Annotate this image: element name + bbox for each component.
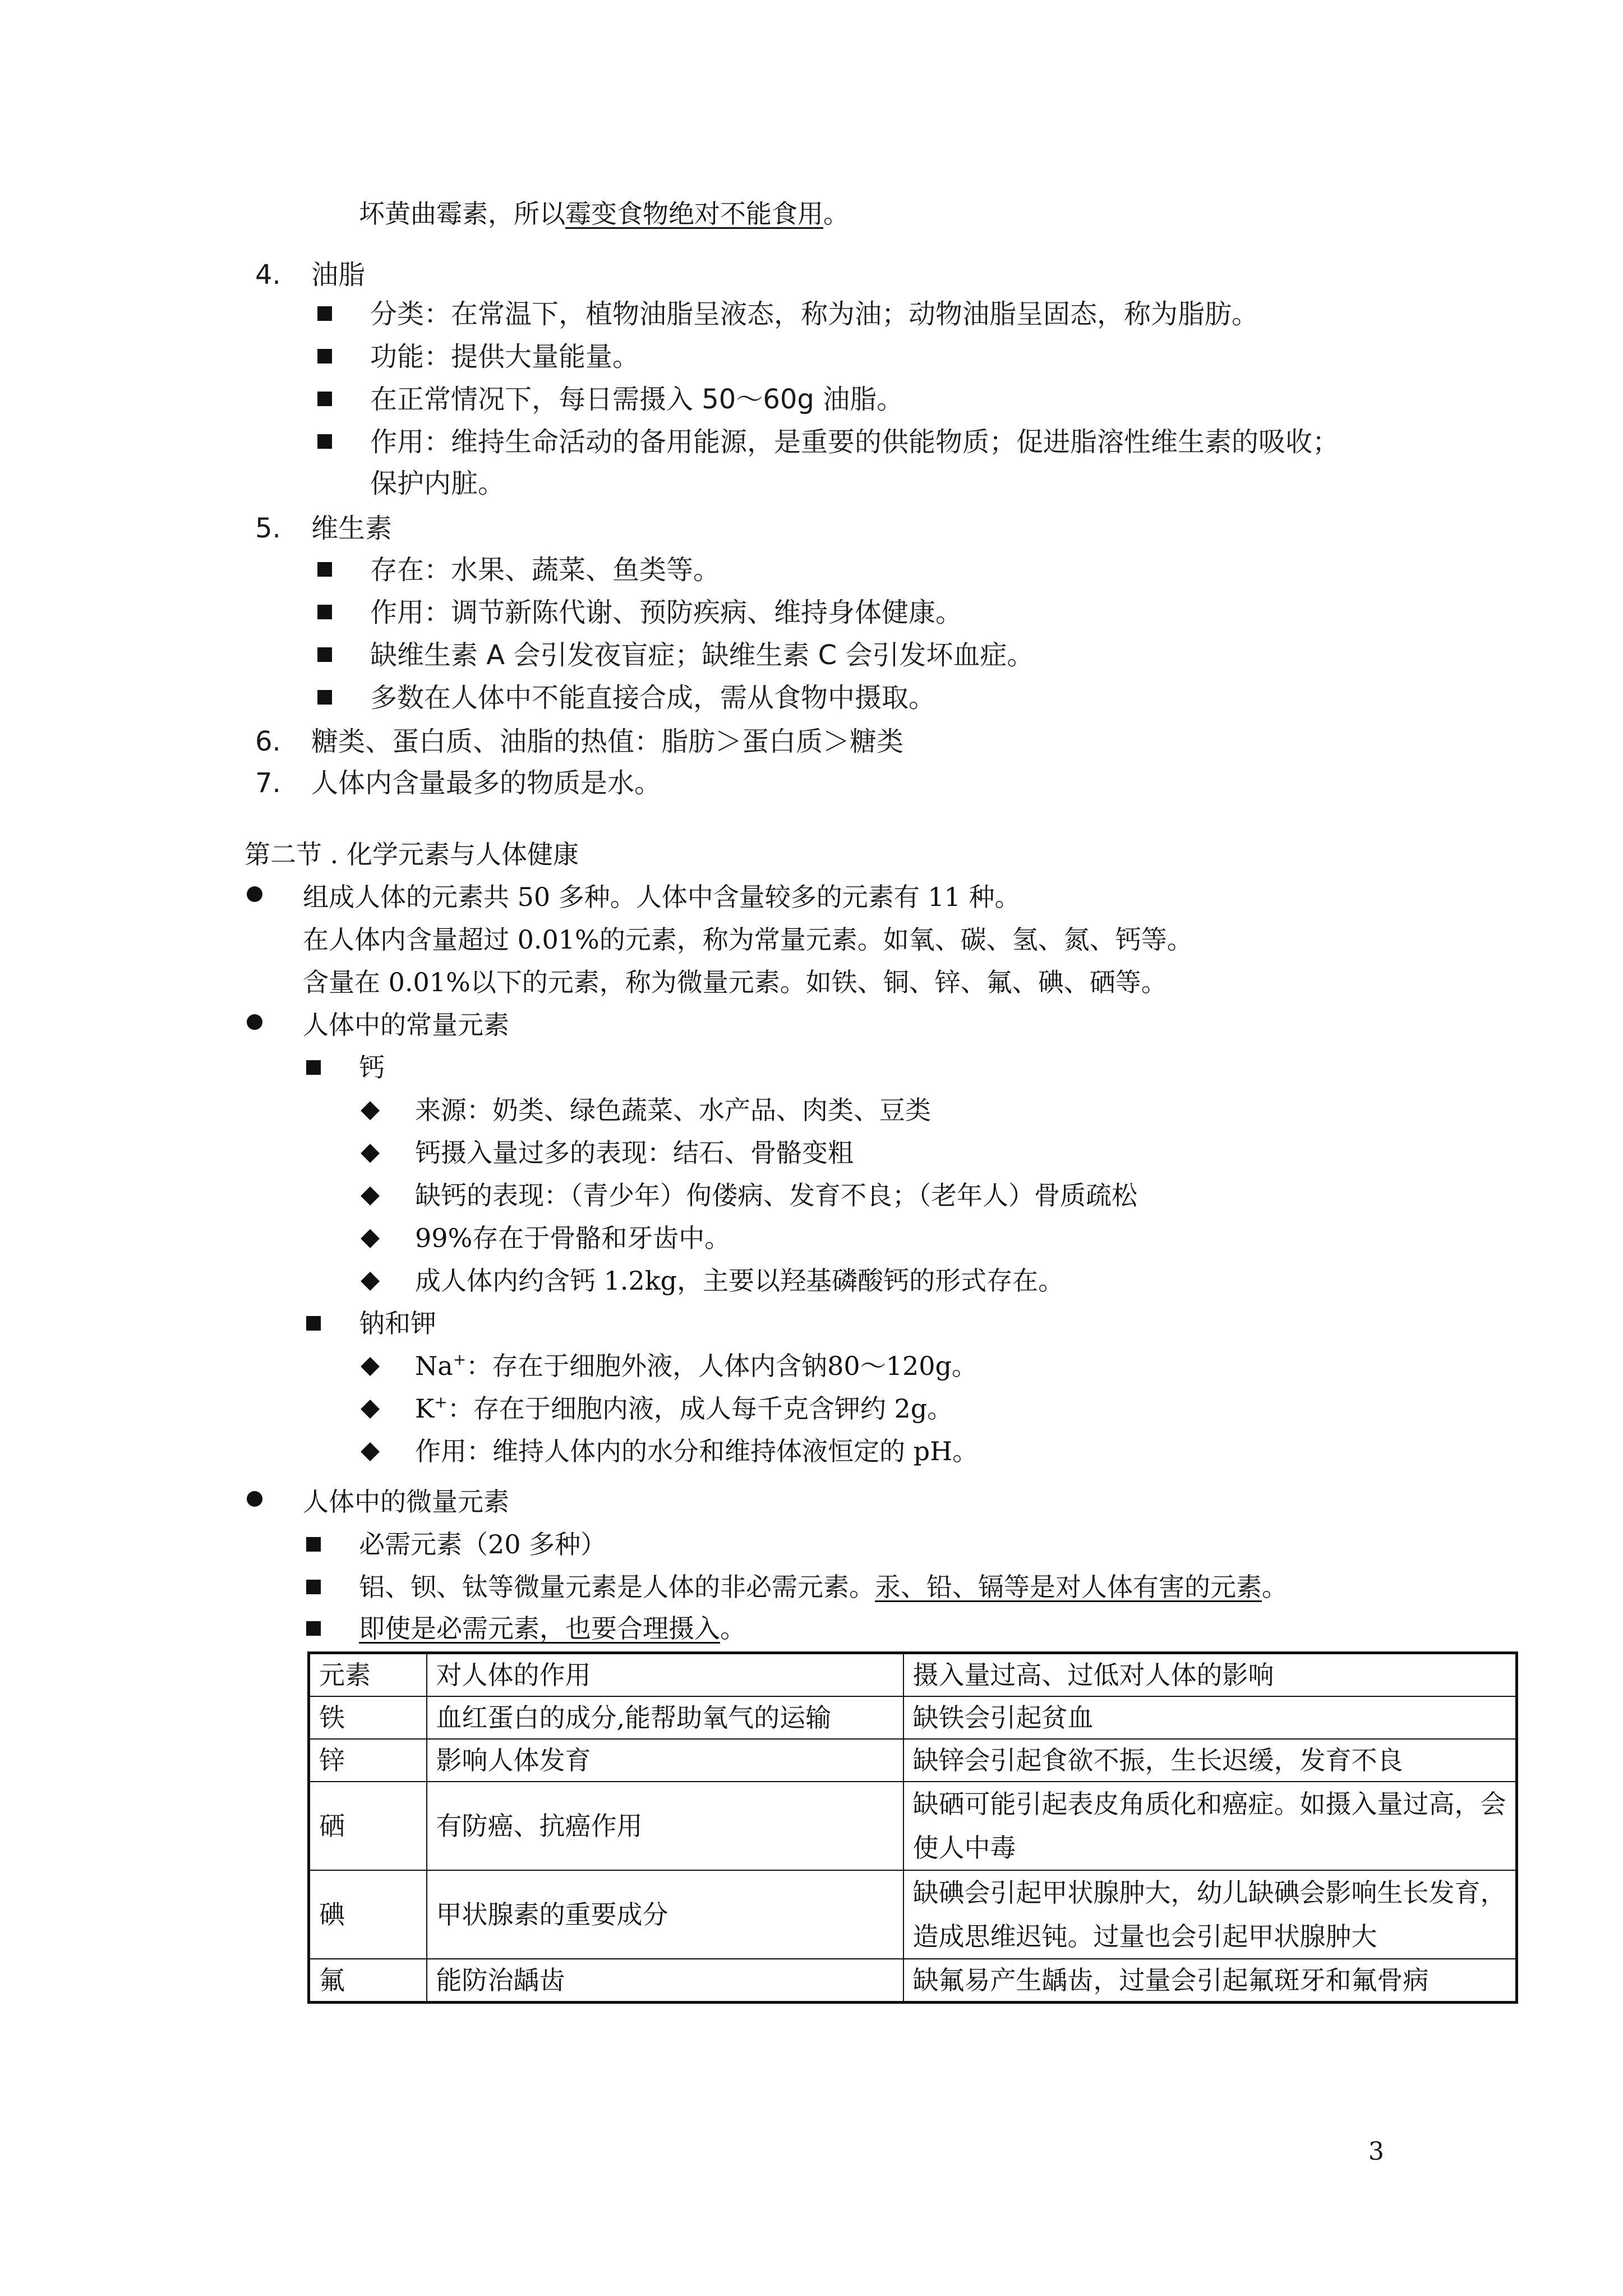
item7-text: 人体内含量最多的物质是水。 <box>311 767 662 799</box>
sodium-symbol: Na <box>415 1351 453 1381</box>
moldy-food-warning: 霉变食物绝对不能食用 <box>565 199 823 229</box>
diamond-bullet-icon <box>363 1274 377 1290</box>
header-element: 元素 <box>309 1653 427 1697</box>
square-bullet-icon <box>317 434 332 450</box>
table-row <box>309 1696 1517 1739</box>
vitamins-item-source: 存在：水果、蔬菜、鱼类等。 <box>370 554 721 586</box>
essential-elements: 必需元素（20 多种） <box>359 1529 607 1559</box>
calcium-item-deficiency: 缺钙的表现：（青少年）佝偻病、发育不良；（老年人）骨质疏松 <box>415 1180 1137 1211</box>
cell-element: 锌 <box>309 1739 427 1782</box>
round-bullet-icon <box>247 886 262 904</box>
header-impact: 摄入量过高、过低对人体的影响 <box>903 1653 1517 1697</box>
item7-number: 7. <box>255 767 281 799</box>
macro-elements-heading: 人体中的常量元素 <box>303 1010 509 1040</box>
continuation-punct: 。 <box>823 199 849 229</box>
reasonable-punct: 。 <box>720 1613 746 1644</box>
diamond-bullet-icon <box>363 1104 377 1119</box>
round-bullet-icon <box>247 1014 262 1032</box>
square-bullet-icon <box>306 1537 321 1553</box>
table-header-row <box>309 1653 1517 1697</box>
sodium-potassium-title: 钠和钾 <box>359 1308 436 1338</box>
continuation-text: 坏黄曲霉素，所以 <box>359 199 565 229</box>
vitamins-item-role: 作用：调节新陈代谢、预防疾病、维持身体健康。 <box>370 597 963 628</box>
section2-intro-2: 在人体内含量超过 0.01%的元素，称为常量元素。如氧、碳、氢、氮、钙等。 <box>303 924 1193 955</box>
calcium-item-location: 99%存在于骨骼和牙齿中。 <box>415 1223 731 1253</box>
potassium-charge: + <box>434 1393 448 1411</box>
sodium-potassium-effect: 作用：维持人体内的水分和维持体液恒定的 pH。 <box>415 1436 979 1466</box>
potassium-line <box>415 1393 953 1424</box>
square-bullet-icon <box>306 1580 321 1596</box>
vitamins-item-synthesis: 多数在人体中不能直接合成，需从食物中摄取。 <box>370 682 936 714</box>
cell-effect: 有防癌、抗癌作用 <box>427 1782 903 1870</box>
harmful-elements: 汞、铅、镉等是对人体有害的元素 <box>875 1572 1262 1602</box>
section2-intro-1: 组成人体的元素共 50 多种。人体中含量较多的元素有 11 种。 <box>303 882 1021 912</box>
vitamins-item-deficiency: 缺维生素 A 会引发夜盲症；缺维生素 C 会引发坏血症。 <box>370 639 1034 671</box>
sodium-text: ：存在于细胞外液，人体内含钠80～120g。 <box>466 1351 978 1381</box>
vitamins-number: 5. <box>255 513 281 544</box>
cell-element: 氟 <box>309 1959 427 2003</box>
table-row <box>309 1870 1517 1959</box>
calcium-item-amount: 成人体内约含钙 1.2kg，主要以羟基磷酸钙的形式存在。 <box>415 1266 1064 1296</box>
diamond-bullet-icon <box>363 1360 377 1375</box>
page-number: 3 <box>1368 2137 1384 2166</box>
square-bullet-icon <box>306 1621 321 1637</box>
header-effect: 对人体的作用 <box>427 1653 903 1697</box>
fats-title: 油脂 <box>311 259 366 291</box>
fats-item-role: 作用：维持生命活动的备用能源，是重要的供能物质；促进脂溶性维生素的吸收； <box>370 426 1340 458</box>
item6-text: 糖类、蛋白质、油脂的热值：脂肪＞蛋白质＞糖类 <box>311 726 904 757</box>
cell-impact: 缺铁会引起贫血 <box>903 1696 1517 1739</box>
nonessential-line <box>359 1574 1288 1600</box>
section2-intro-3: 含量在 0.01%以下的元素，称为微量元素。如铁、铜、锌、氟、碘、硒等。 <box>303 967 1167 997</box>
diamond-bullet-icon <box>363 1402 377 1418</box>
continuation-line <box>359 201 849 227</box>
cell-impact: 缺硒可能引起表皮角质化和癌症。如摄入量过高，会使人中毒 <box>903 1782 1517 1870</box>
cell-element: 硒 <box>309 1782 427 1870</box>
sodium-charge: + <box>453 1350 467 1369</box>
cell-impact: 缺氟易产生龋齿，过量会引起氟斑牙和氟骨病 <box>903 1959 1517 2003</box>
vitamins-title: 维生素 <box>311 513 393 544</box>
table-row <box>309 1739 1517 1782</box>
square-bullet-icon <box>306 1316 321 1332</box>
trace-elements-heading: 人体中的微量元素 <box>303 1487 509 1517</box>
cell-effect: 能防治龋齿 <box>427 1959 903 2003</box>
sodium-line <box>415 1350 978 1381</box>
cell-impact: 缺碘会引起甲状腺肿大，幼儿缺碘会影响生长发育，造成思维迟钝。过量也会引起甲状腺肿大 <box>903 1870 1517 1959</box>
square-bullet-icon <box>306 1060 321 1076</box>
round-bullet-icon <box>247 1491 262 1508</box>
cell-effect: 影响人体发育 <box>427 1739 903 1782</box>
diamond-bullet-icon <box>363 1147 377 1162</box>
diamond-bullet-icon <box>363 1445 377 1460</box>
square-bullet-icon <box>317 392 332 408</box>
square-bullet-icon <box>317 306 332 323</box>
calcium-item-source: 来源：奶类、绿色蔬菜、水产品、肉类、豆类 <box>415 1095 931 1125</box>
section2-title: 第二节 . 化学元素与人体健康 <box>245 839 579 869</box>
square-bullet-icon <box>317 690 332 706</box>
fats-item-classification: 分类：在常温下，植物油脂呈液态，称为油；动物油脂呈固态，称为脂肪。 <box>370 298 1259 330</box>
cell-impact: 缺锌会引起食欲不振，生长迟缓，发育不良 <box>903 1739 1517 1782</box>
fats-number: 4. <box>255 259 281 291</box>
table-row <box>309 1959 1517 2003</box>
calcium-title: 钙 <box>359 1052 385 1083</box>
cell-element: 碘 <box>309 1870 427 1959</box>
square-bullet-icon <box>317 647 332 664</box>
diamond-bullet-icon <box>363 1232 377 1247</box>
potassium-symbol: K <box>415 1393 435 1424</box>
table-row <box>309 1782 1517 1870</box>
fats-item-intake: 在正常情况下，每日需摄入 50～60g 油脂。 <box>370 384 904 415</box>
diamond-bullet-icon <box>363 1189 377 1204</box>
reasonable-intake: 即使是必需元素，也要合理摄入 <box>359 1613 720 1644</box>
trace-elements-table <box>307 1651 1518 2004</box>
nonessential-punct: 。 <box>1262 1572 1288 1602</box>
cell-element: 铁 <box>309 1696 427 1739</box>
square-bullet-icon <box>317 349 332 365</box>
square-bullet-icon <box>317 605 332 621</box>
cell-effect: 甲状腺素的重要成分 <box>427 1870 903 1959</box>
calcium-item-excess: 钙摄入量过多的表现：结石、骨骼变粗 <box>415 1138 854 1168</box>
fats-item-role-continuation: 保护内脏。 <box>370 468 505 499</box>
item6-number: 6. <box>255 726 281 757</box>
reasonable-intake-line <box>359 1613 746 1644</box>
fats-item-function: 功能：提供大量能量。 <box>370 341 640 372</box>
potassium-text: ：存在于细胞内液，成人每千克含钾约 2g。 <box>447 1393 953 1424</box>
square-bullet-icon <box>317 562 332 578</box>
cell-effect: 血红蛋白的成分,能帮助氧气的运输 <box>427 1696 903 1739</box>
nonessential-text: 铝、钡、钛等微量元素是人体的非必需元素。 <box>359 1572 875 1602</box>
